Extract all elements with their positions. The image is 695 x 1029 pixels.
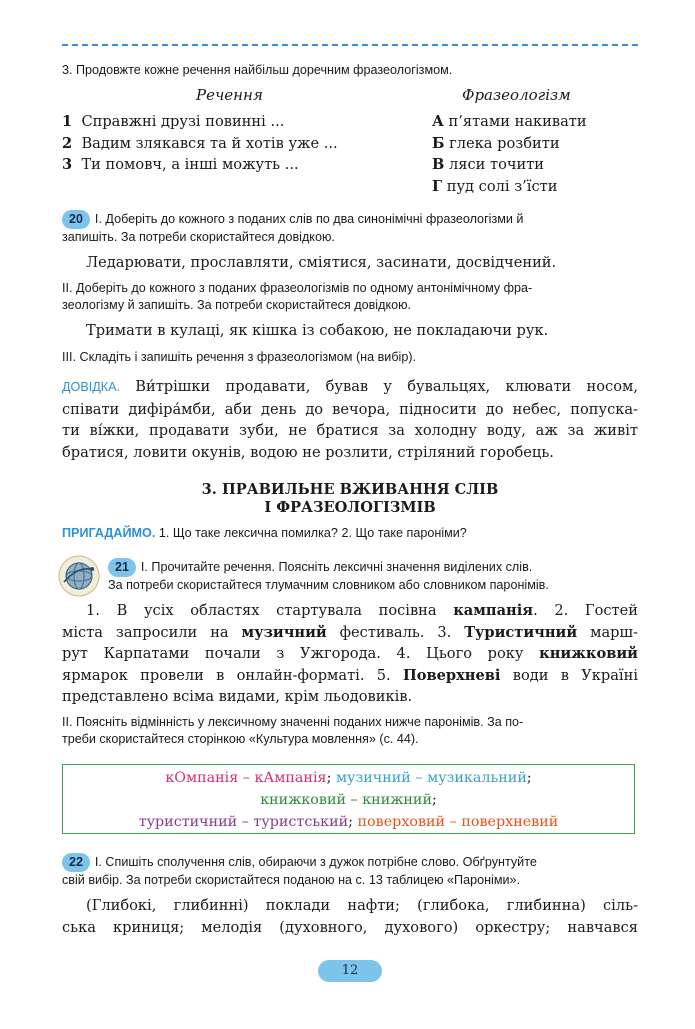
ex20-hint: ДОВІДКА. Ви́трішки продавати, бував у бувальцях, клювати носом, співати дифіра́мби, аби день до вечора, підносити до небес, попуска- ти ві́жки, продавати зуби, не братися за холодну воду, аж за живіт братися, ловити окунів, водою не розлити, стріляний горобець. — [62, 378, 638, 461]
list-item: 3 Ти помовч, а інші можуть ... — [62, 156, 299, 173]
ex20-task2: II. Доберіть до кожного з поданих фразеологізмів по одному антонімічному фра- зеологізму й запишіть. За потреби скористайтеся довідкою. — [62, 281, 533, 312]
list-item: 1 Справжні друзі повинні ... — [62, 113, 285, 130]
paronym-pair: книжковий – книжний — [260, 792, 432, 808]
paronym-pair: туристичний – туристський — [138, 814, 349, 830]
ex3-idiom-list — [432, 111, 587, 197]
ex20-words1: Ледарювати, прославляти, сміятися, засинати, досвідчений. — [86, 254, 557, 271]
top-dashed-rule — [62, 44, 638, 46]
recall-label: ПРИГАДАЙМО. — [62, 526, 156, 540]
globe-icon — [58, 555, 100, 597]
ex22-text: (Глибокі, глибинні) поклади нафти; (глибока, глибинна) сіль- ська криниця; мелодія (духовного, духового) оркестру; навчався — [62, 897, 638, 936]
exercise-number-badge: 20 — [62, 210, 90, 229]
hint-label: ДОВІДКА. — [62, 380, 120, 394]
ex3-sentence-list — [62, 111, 338, 176]
paronyms-box: кОмпанія – кАмпанія; музичний – музикальний; книжковий – книжний; туристичний – туристський; поверховий – поверхневий — [62, 764, 635, 834]
ex3-col-sentences: Речення — [196, 86, 263, 104]
exercise-number-badge: 22 — [62, 853, 90, 872]
list-item: А п’ятами накивати — [432, 113, 587, 130]
list-item: Г пуд солі з’їсти — [432, 177, 558, 195]
list-item: 2 Вадим злякався та й хотів уже ... — [62, 134, 338, 152]
ex20-task3: III. Складіть і запишіть речення з фразеологізмом (на вибір). — [62, 350, 417, 364]
exercise-number-badge: 21 — [108, 558, 136, 577]
ex20-task1: 20 I. Доберіть до кожного з поданих слів по два синонімічні фразеологізми й запишіть. За потреби скористайтеся довідкою. — [62, 212, 524, 244]
paronym-pair: музичний – музикальний — [335, 770, 527, 786]
ex21-sentences: 1. В усіх областях стартувала посівна кампанія. 2. Гостей міста запросили на музичний фестиваль. 3. Туристичний марш- рут Карпатами почали з Ужгорода. 4. Цього року книжковий ярмарок провели в онлайн-форматі. 5. Поверхневі води в Україні представлено всіма видами, крім льодовиків. — [62, 602, 638, 705]
ex22-task: 22 I. Спишіть сполучення слів, обираючи з дужок потрібне слово. Обґрунтуйте свій вибір. За потреби скористайтеся поданою на с. 13 таблицею «Пароніми». — [62, 855, 537, 887]
ex3-col-idioms: Фразеологізм — [462, 86, 571, 104]
list-item: В ляси точити — [432, 156, 545, 173]
paronym-pair: поверховий – поверхневий — [357, 814, 559, 830]
section-title: 3. ПРАВИЛЬНЕ ВЖИВАННЯ СЛІВ І ФРАЗЕОЛОГІЗМІВ — [201, 481, 499, 516]
recall-line: ПРИГАДАЙМО. 1. Що таке лексична помилка? 2. Що таке пароніми? — [62, 526, 467, 540]
ex3-task: 3. Продовжте кожне речення найбільш доречним фразеологізмом. — [62, 63, 453, 77]
list-item: Б глека розбити — [432, 134, 560, 152]
page-number: 12 — [318, 960, 382, 982]
paronym-pair: кОмпанія – кАмпанія — [165, 770, 327, 786]
ex20-words2: Тримати в кулаці, як кішка із собакою, не покладаючи рук. — [86, 322, 549, 339]
ex21-task2: II. Поясніть відмінність у лексичному значенні поданих нижче паронімів. За по- треби скористайтеся сторінкою «Культура мовлення» (с. 44). — [62, 715, 524, 746]
ex21-task1: 21 I. Прочитайте речення. Поясніть лексичні значення виділених слів. За потреби скористайтеся тлумачним словником або словником паронімів. — [108, 560, 549, 592]
